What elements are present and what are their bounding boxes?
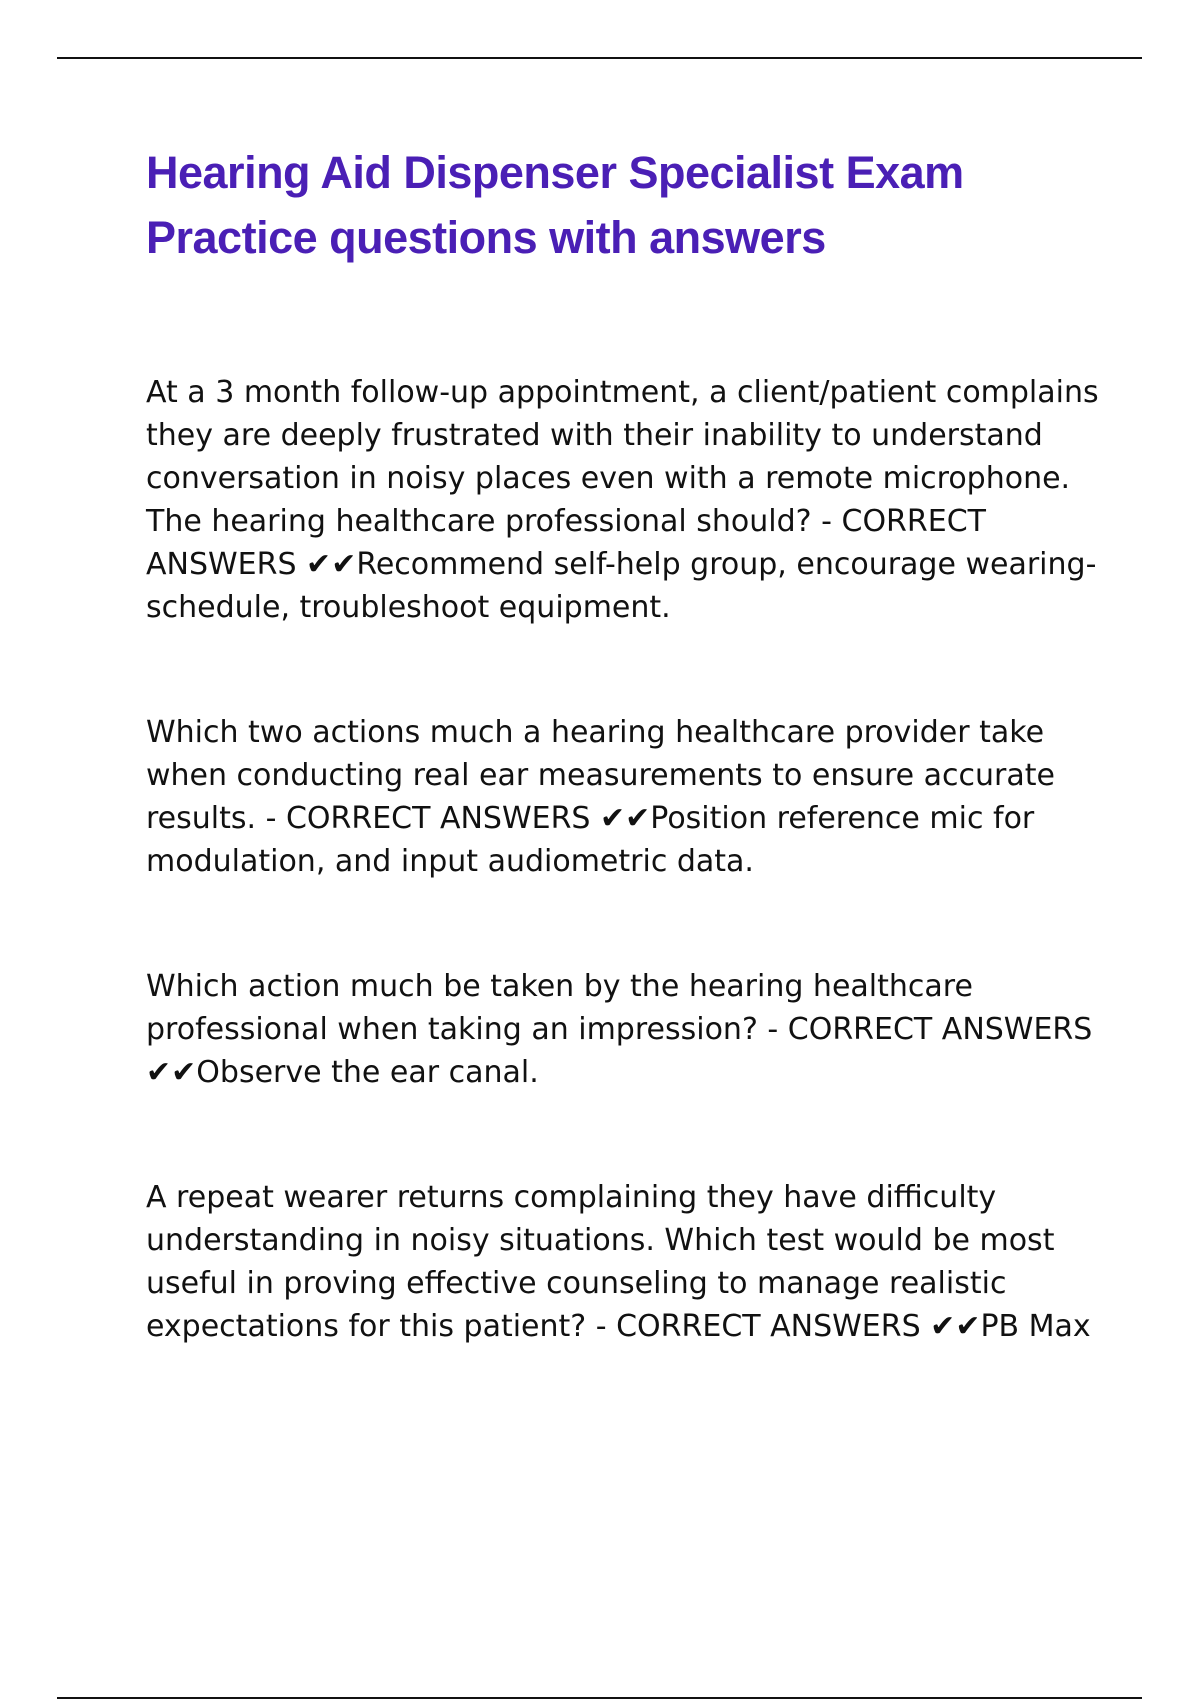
document-title: Hearing Aid Dispenser Specialist Exam Practice questions with answers: [146, 147, 964, 263]
answer-text: Observe the ear canal.: [196, 1055, 539, 1090]
qa-item: [146, 371, 1106, 629]
answer-label: CORRECT ANSWERS: [285, 801, 591, 836]
answer-text: Recommend self-help group, encourage wearing-schedule, troubleshoot equipment.: [146, 547, 1097, 625]
separator: -: [586, 1309, 617, 1344]
question-text: A repeat wearer returns complaining they have difficulty understanding in noisy situations. Which test would be most useful in proving effective counseling to manage realistic expectations for this patient?: [146, 1180, 1055, 1344]
answer-label: CORRECT ANSWERS: [616, 1309, 921, 1344]
double-check-icon: ✔✔: [296, 547, 357, 582]
bottom-horizontal-rule: [57, 1697, 1142, 1699]
question-text: At a 3 month follow-up appointment, a client/patient complains they are deeply frustrated with their inability to understand conversation in noisy places even with a remote microphone. The hearing healthcare professional should?: [146, 375, 1099, 539]
qa-item: [146, 1176, 1106, 1348]
separator: -: [811, 504, 842, 539]
separator: -: [256, 801, 286, 836]
answer-label: CORRECT ANSWERS: [787, 1012, 1093, 1047]
separator: -: [757, 1012, 788, 1047]
double-check-icon: ✔✔: [146, 1055, 197, 1090]
question-text: Which two actions much a hearing healthcare provider take when conducting real ear measurements to ensure accurate results.: [146, 715, 1055, 836]
double-check-icon: ✔✔: [920, 1309, 981, 1344]
qa-item: [146, 711, 1106, 883]
top-horizontal-rule: [57, 57, 1142, 59]
qa-item: [146, 965, 1106, 1094]
question-text: Which action much be taken by the hearing healthcare professional when taking an impression?: [146, 969, 973, 1047]
answer-text: PB Max: [980, 1309, 1091, 1344]
answer-label: CORRECT ANSWERS: [146, 504, 986, 582]
qa-list: [146, 371, 1106, 1348]
answer-text: Position reference mic for modulation, and input audiometric data.: [146, 801, 1035, 879]
document-body: [146, 140, 1106, 1430]
double-check-icon: ✔✔: [590, 801, 651, 836]
